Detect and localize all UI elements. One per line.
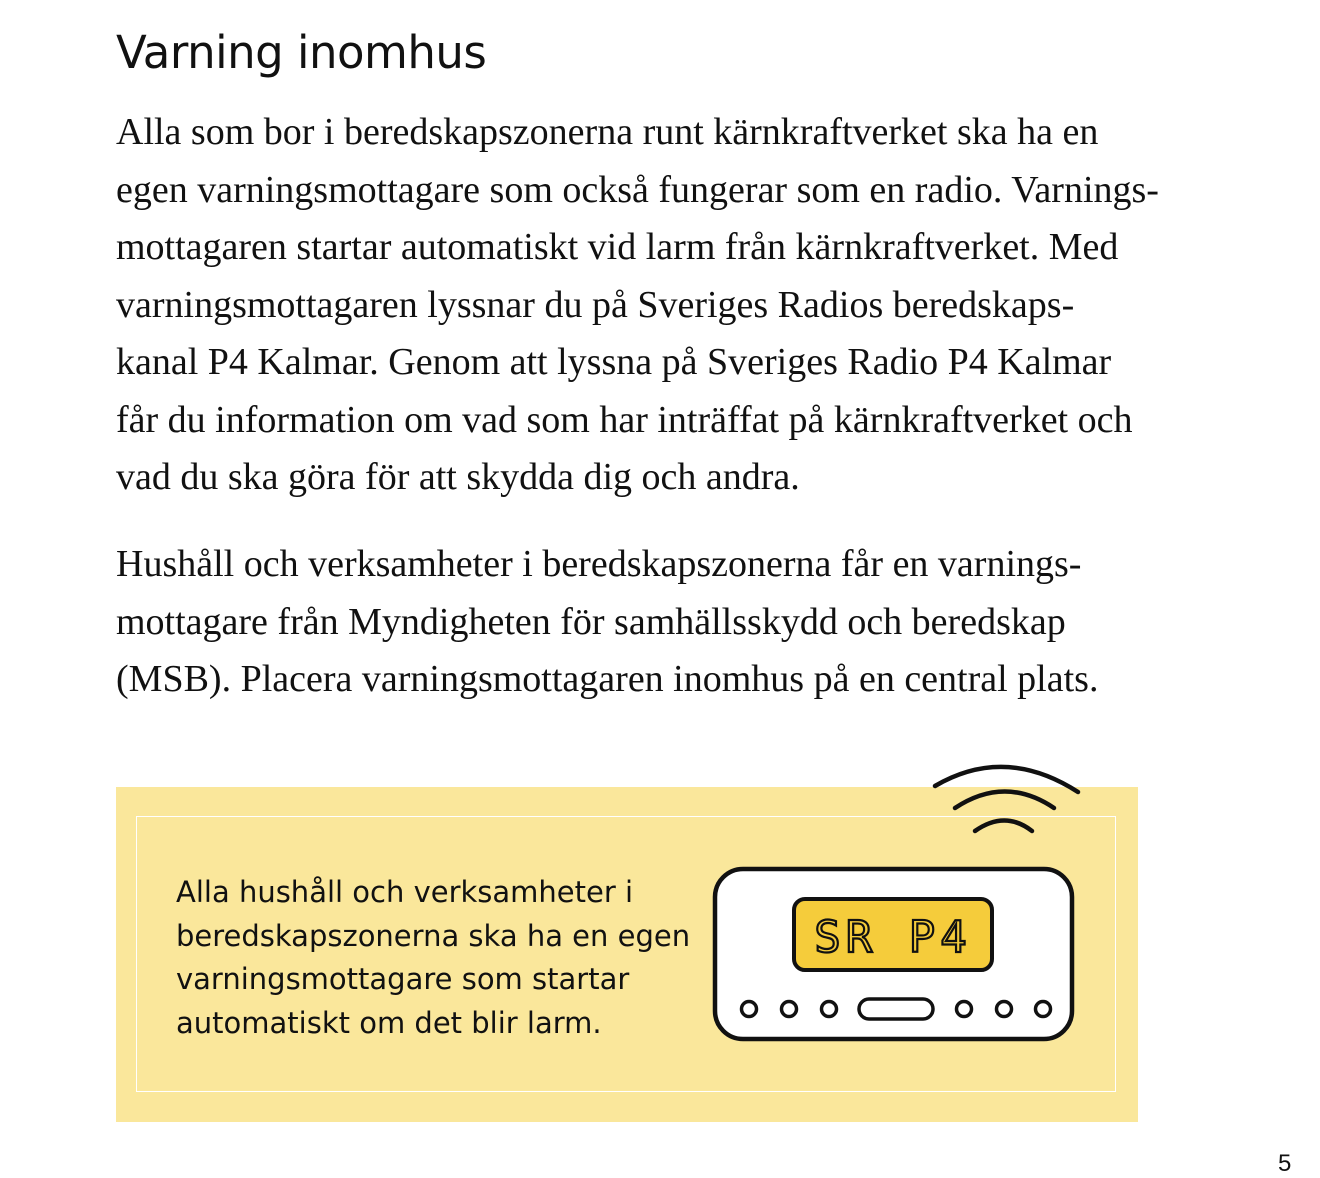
radio-slot xyxy=(859,999,933,1019)
radio-receiver-icon xyxy=(700,750,1090,1050)
body-paragraph-1 xyxy=(116,104,1159,507)
callout-line: automatiskt om det blir larm. xyxy=(176,1005,602,1040)
radio-knob xyxy=(782,1002,797,1017)
paragraph-line: Alla som bor i beredskapszonerna runt kärnkraftverket ska ha en xyxy=(116,111,1099,153)
page-heading: Varning inomhus xyxy=(116,26,487,79)
radio-knob xyxy=(957,1002,972,1017)
radio-signal-waves-icon xyxy=(935,767,1078,831)
paragraph-line: mottagare från Myndigheten för samhällsskydd och beredskap xyxy=(116,600,1066,643)
paragraph-line: vad du ska göra för att skydda dig och andra. xyxy=(116,456,800,498)
callout-line: beredskapszonerna ska ha en egen xyxy=(176,918,691,953)
radio-knob xyxy=(822,1002,837,1017)
radio-knob xyxy=(1036,1002,1051,1017)
radio-knob xyxy=(997,1002,1012,1017)
callout-line: varningsmottagare som startar xyxy=(176,962,630,996)
body-paragraph-2 xyxy=(116,536,1098,709)
radio-knob xyxy=(742,1002,757,1017)
paragraph-line: varningsmottagaren lyssnar du på Sveriges Radios beredskaps- xyxy=(116,283,1075,326)
callout-line: Alla hushåll och verksamheter i xyxy=(176,875,634,909)
paragraph-line: får du information om vad som har inträffat på kärnkraftverket och xyxy=(116,398,1133,441)
callout-text xyxy=(176,871,690,1045)
paragraph-line: (MSB). Placera varningsmottagaren inomhus på en central plats. xyxy=(116,658,1099,700)
page-number: 5 xyxy=(1278,1150,1292,1177)
radio-display-text: SR P4 xyxy=(814,912,972,963)
paragraph-line: mottagaren startar automatiskt vid larm från kärnkraftverket. Med xyxy=(116,226,1119,268)
paragraph-line: egen varningsmottagare som också fungerar som en radio. Varnings- xyxy=(116,168,1159,211)
paragraph-line: kanal P4 Kalmar. Genom att lyssna på Sveriges Radio P4 Kalmar xyxy=(116,341,1112,383)
paragraph-line: Hushåll och verksamheter i beredskapszonerna får en varnings- xyxy=(116,543,1082,585)
radio-buttons xyxy=(742,999,1051,1019)
